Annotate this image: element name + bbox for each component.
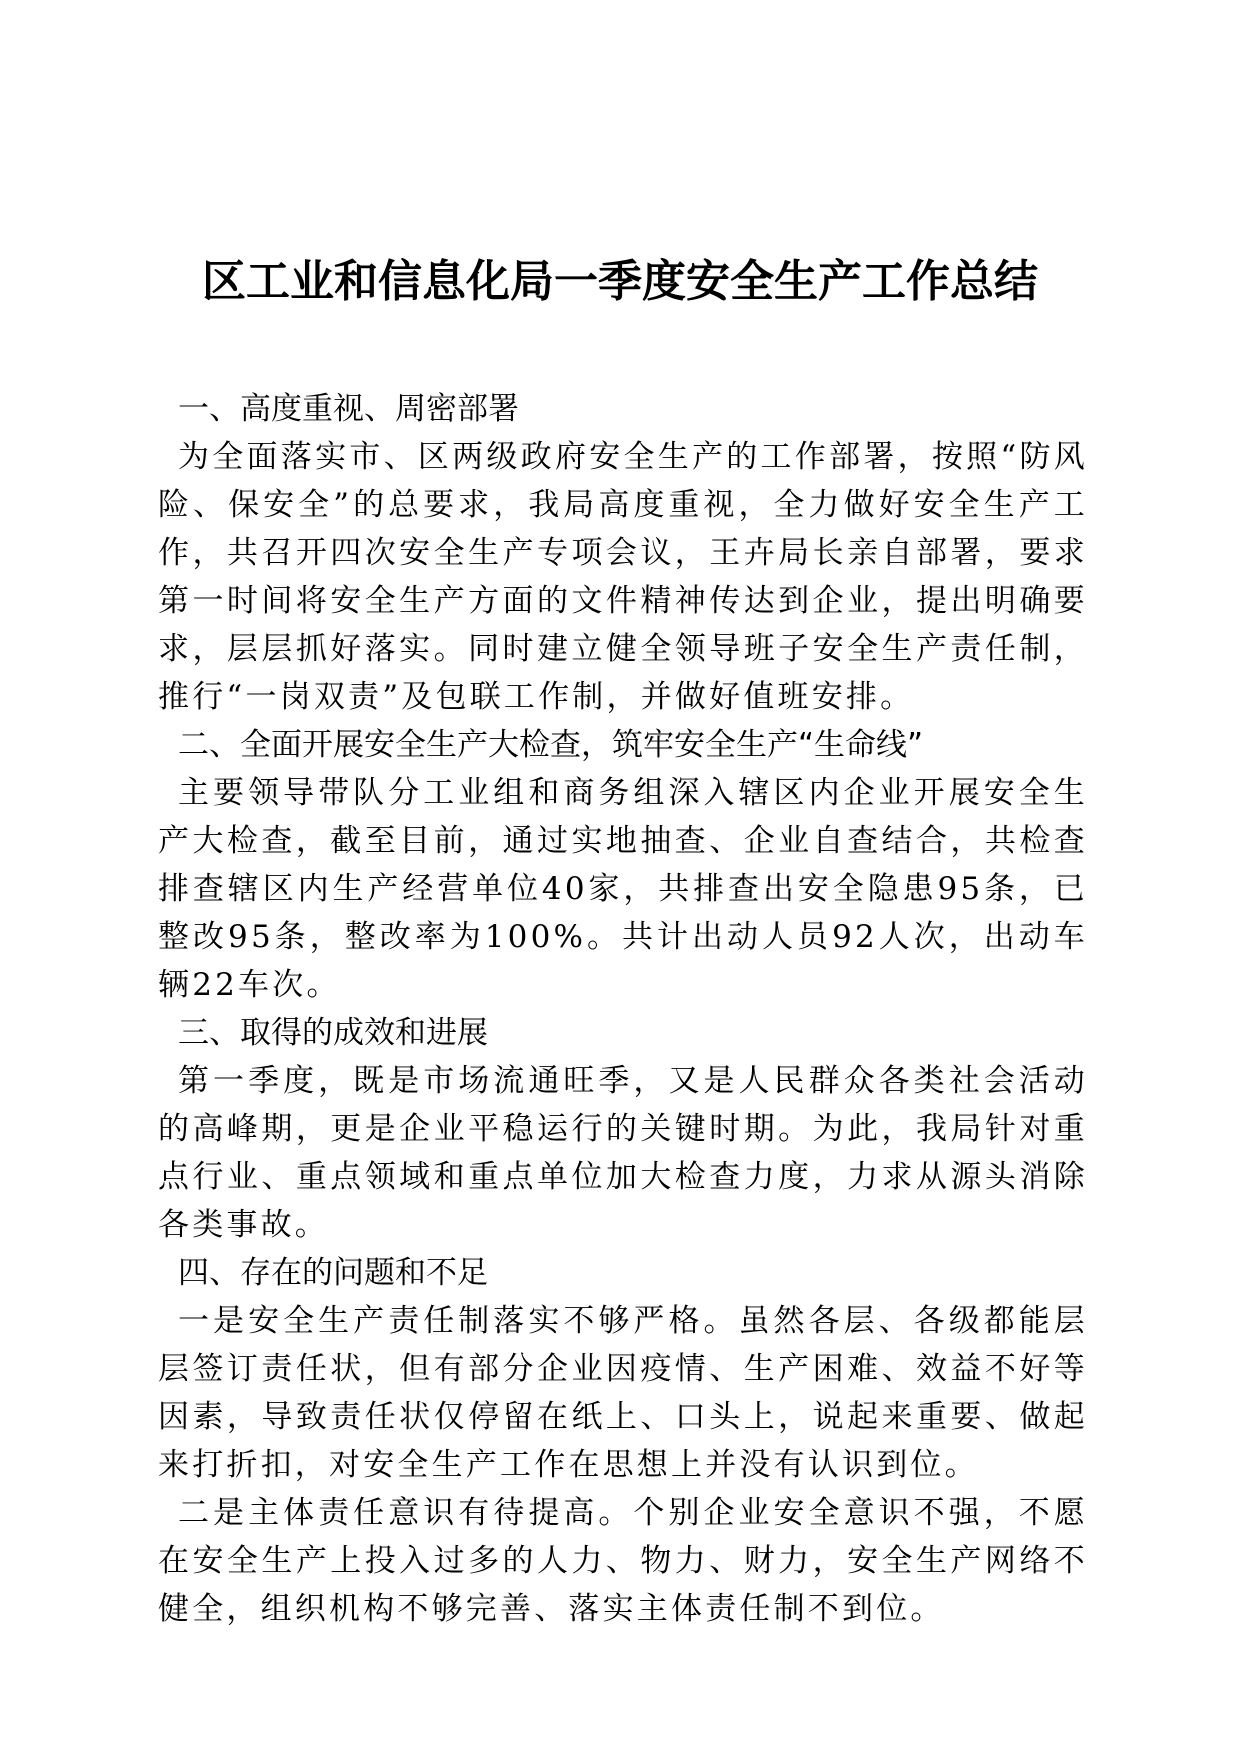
section-3 [158,1009,1088,1249]
section-heading: 一、高度重视、周密部署 [178,391,519,427]
section-paragraph: 为全面落实市、区两级政府安全生产的工作部署，按照“防风险、保安全”的总要求，我局高度重视，全力做好安全生产工作，共召开四次安全生产专项会议，王卉局长亲自部署，要求第一时间将安全生产方面的文件精神传达到企业，提出明确要求，层层抓好落实。同时建立健全领导班子安全生产责任制，推行“一岗双责”及包联工作制，并做好值班安排。 [158,439,1088,715]
section-paragraph: 主要领导带队分工业组和商务组深入辖区内企业开展安全生产大检查，截至目前，通过实地抽查、企业自查结合，共检查排查辖区内生产经营单位40家，共排查出安全隐患95条，已整改95条，整改率为100%。共计出动人员92人次，出动车辆22车次。 [158,775,1088,1003]
section-heading: 二、全面开展安全生产大检查，筑牢安全生产“生命线” [178,727,924,763]
section-paragraph: 一是安全生产责任制落实不够严格。虽然各层、各级都能层层签订责任状，但有部分企业因疫情、生产困难、效益不好等因素，导致责任状仅停留在纸上、口头上，说起来重要、做起来打折扣，对安全生产工作在思想上并没有认识到位。 [158,1303,1088,1483]
section-4 [158,1249,1088,1633]
section-1 [158,385,1088,721]
section-heading: 四、存在的问题和不足 [178,1255,488,1291]
document-body [158,385,1088,1633]
section-paragraph: 二是主体责任意识有待提高。个别企业安全意识不强，不愿在安全生产上投入过多的人力、物力、财力，安全生产网络不健全，组织机构不够完善、落实主体责任制不到位。 [158,1495,1088,1627]
section-2 [158,721,1088,1009]
document-title: 区工业和信息化局一季度安全生产工作总结 [202,256,1038,307]
section-heading: 三、取得的成效和进展 [178,1015,488,1051]
section-paragraph: 第一季度，既是市场流通旺季，又是人民群众各类社会活动的高峰期，更是企业平稳运行的关键时期。为此，我局针对重点行业、重点领域和重点单位加大检查力度，力求从源头消除各类事故。 [158,1063,1088,1243]
